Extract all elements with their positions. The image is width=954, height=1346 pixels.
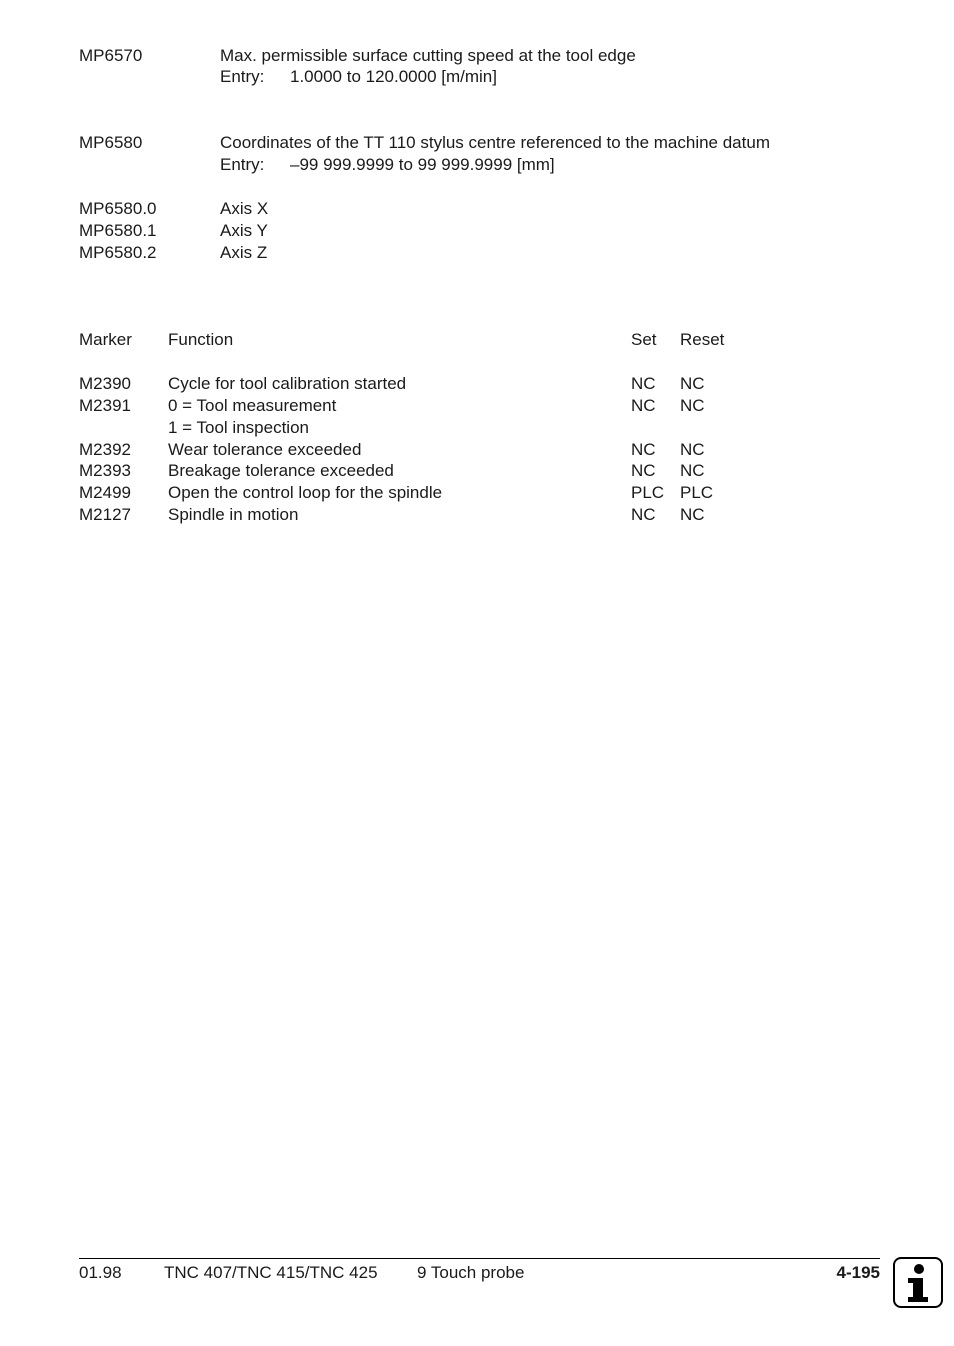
footer-chapter: 9 Touch probe — [417, 1263, 525, 1282]
param-id-mp6570: MP6570 — [79, 46, 143, 65]
table-cell-set: NC — [631, 440, 656, 459]
table-cell-function: 0 = Tool measurement — [168, 396, 337, 415]
table-cell-function: Spindle in motion — [168, 505, 299, 524]
table-cell-set: NC — [631, 505, 656, 524]
table-cell-function: Breakage tolerance exceeded — [168, 461, 394, 480]
info-icon — [893, 1257, 943, 1308]
table-cell-reset: NC — [680, 396, 705, 415]
table-cell-marker: M2392 — [79, 440, 131, 459]
axis-id: MP6580.0 — [79, 199, 157, 218]
footer-divider — [79, 1258, 880, 1259]
axis-label: Axis Y — [220, 221, 268, 240]
table-cell-function: Open the control loop for the spindle — [168, 483, 443, 502]
table-header-marker: Marker — [79, 330, 132, 349]
table-header-reset: Reset — [680, 330, 725, 349]
table-cell-reset: NC — [680, 505, 705, 524]
param-id-mp6580: MP6580 — [79, 133, 143, 152]
table-cell-marker: M2393 — [79, 461, 131, 480]
axis-id: MP6580.2 — [79, 243, 157, 262]
table-cell-marker: M2390 — [79, 374, 131, 393]
table-cell-reset: PLC — [680, 483, 714, 502]
param-entry-label-mp6580: Entry: — [220, 155, 265, 174]
table-cell-set: PLC — [631, 483, 665, 502]
table-cell-set: NC — [631, 374, 656, 393]
table-header-function: Function — [168, 330, 234, 349]
param-description-mp6580: Coordinates of the TT 110 stylus centre referenced to the machine datum — [220, 133, 770, 152]
axis-label: Axis Z — [220, 243, 268, 262]
table-cell-reset: NC — [680, 461, 705, 480]
footer-models: TNC 407/TNC 415/TNC 425 — [164, 1263, 378, 1282]
table-cell-function: Cycle for tool calibration started — [168, 374, 407, 393]
table-cell-reset: NC — [680, 440, 705, 459]
table-cell-marker: M2127 — [79, 505, 131, 524]
footer-date: 01.98 — [79, 1263, 122, 1282]
table-cell-set: NC — [631, 461, 656, 480]
table-header-set: Set — [631, 330, 657, 349]
table-cell-marker: M2499 — [79, 483, 131, 502]
axis-label: Axis X — [220, 199, 269, 218]
table-cell-function: 1 = Tool inspection — [168, 418, 309, 437]
table-cell-reset: NC — [680, 374, 705, 393]
param-entry-label-mp6570: Entry: — [220, 67, 265, 86]
table-cell-marker: M2391 — [79, 396, 131, 415]
footer-page-number: 4-195 — [836, 1263, 880, 1282]
param-description-mp6570: Max. permissible surface cutting speed at the tool edge — [220, 46, 636, 65]
param-entry-range-mp6580: –99 999.9999 to 99 999.9999 [mm] — [290, 155, 555, 174]
axis-id: MP6580.1 — [79, 221, 157, 240]
param-entry-range-mp6570: 1.0000 to 120.0000 [m/min] — [290, 67, 497, 86]
table-cell-function: Wear tolerance exceeded — [168, 440, 362, 459]
table-cell-set: NC — [631, 396, 656, 415]
